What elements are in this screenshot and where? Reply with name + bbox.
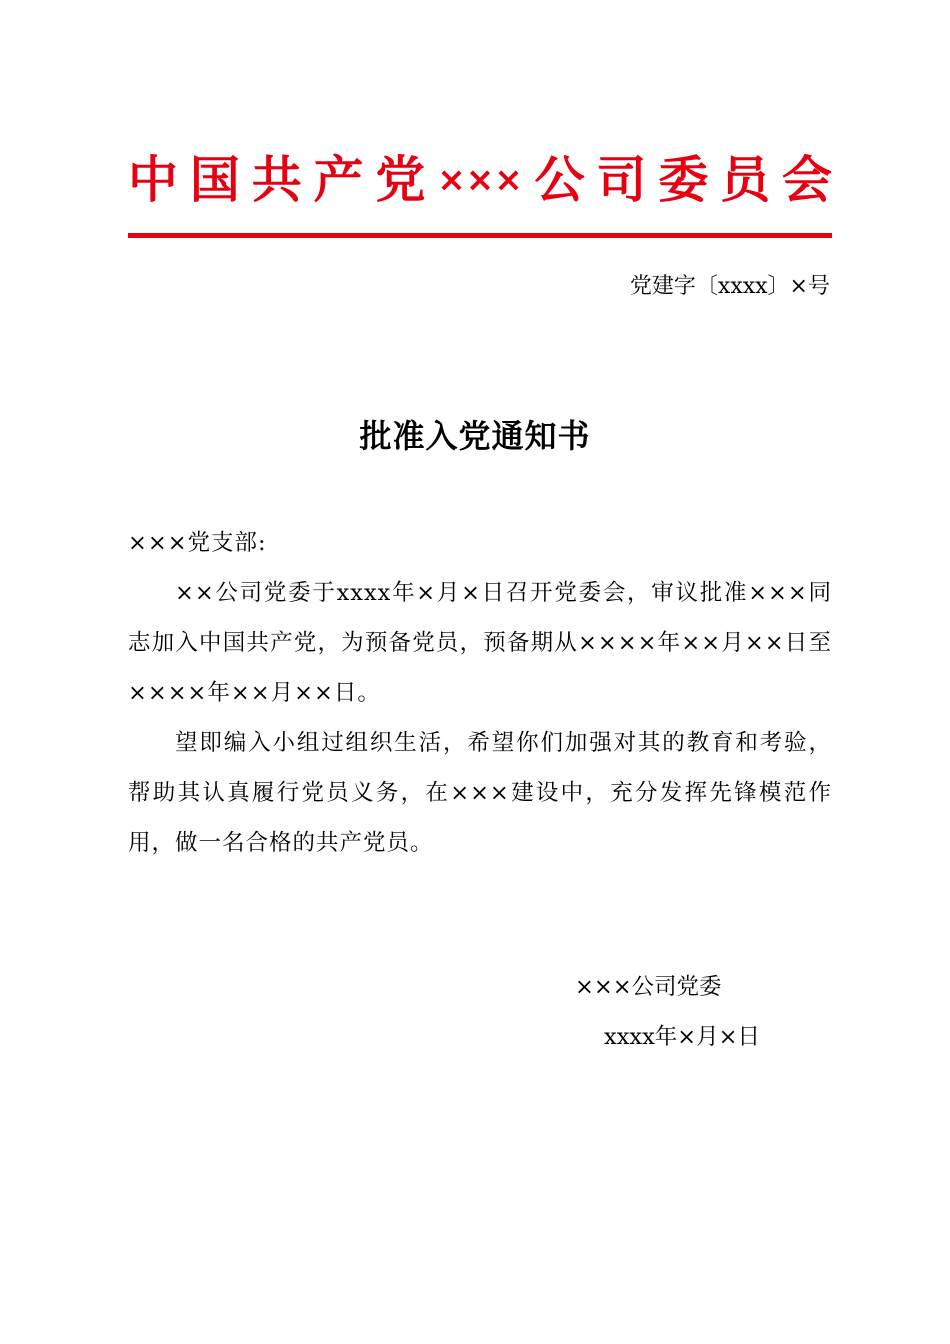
letterhead-char: 产 (313, 151, 364, 209)
letterhead-char: 委 (658, 151, 709, 209)
body-paragraph: 望即编入小组过组织生活，希望你们加强对其的教育和考验，帮助其认真履行党员义务，在×××建设中，充分发挥先锋模范作用，做一名合格的共产党员。 (128, 730, 832, 856)
letterhead-char: 国 (189, 151, 240, 209)
document-number: 党建字〔xxxx〕×号 (629, 274, 830, 299)
letterhead-char: 司 (596, 151, 647, 209)
document-title: 批准入党通知书 (359, 417, 591, 455)
letterhead-char: 党 (375, 151, 426, 209)
signature-date: xxxx年×月×日 (604, 1024, 760, 1050)
letterhead-divider (128, 233, 832, 238)
letterhead-char: 会 (781, 151, 832, 209)
letterhead-char: 员 (720, 151, 771, 209)
letterhead-char: 公 (534, 151, 585, 209)
letterhead-char: 中 (128, 151, 178, 209)
letterhead-title (128, 140, 832, 220)
salutation: ×××党支部: (128, 530, 267, 556)
body-paragraph: ××公司党委于xxxx年×月×日召开党委会，审议批准×××同志加入中国共产党，为预备党员，预备期从××××年××月××日至××××年××月××日。 (128, 580, 832, 706)
letterhead-placeholder: ××× (437, 160, 523, 200)
document-body (128, 518, 832, 868)
letterhead-char: 共 (251, 151, 302, 209)
signature-org: ×××公司党委 (575, 974, 722, 1000)
